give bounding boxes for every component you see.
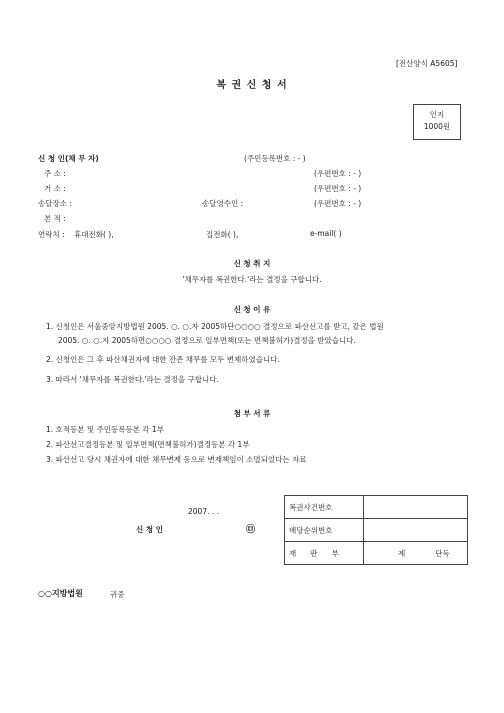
email-field[interactable]: e-mail( ) xyxy=(310,229,342,238)
reasons-heading: 신 청 이 유 xyxy=(233,305,271,314)
attachment-item-3: 3. 파산선고 당시 채권자에 대한 채무변제 등으로 변제책임이 소멸되었다는 자료 xyxy=(46,455,307,464)
date-field[interactable]: 2007. . . xyxy=(188,507,220,516)
division-prefix: 제 xyxy=(398,548,406,558)
reason-item-3: 3. 따라서 '채무자를 복권한다.'라는 결정을 구합니다. xyxy=(46,375,219,384)
trial-division-char-3: 부 xyxy=(331,548,339,558)
delivery-zip-field[interactable]: (우편번호 : - ) xyxy=(314,199,362,208)
division-suffix: 단독 xyxy=(435,548,450,558)
reason-item-1-cont: 2005. ○. ○.자 2005하면○○○○ 결정으로 일부면책(또는 면책불허가)결정을 받았습니다. xyxy=(58,336,356,345)
form-code: [전산양식 A5605] xyxy=(396,59,458,68)
delivery-place-label: 송달장소 : xyxy=(38,199,72,208)
contact-label: 연락처 : xyxy=(38,230,65,239)
purpose-heading: 신 청 취 지 xyxy=(233,259,271,268)
signature-label: 신 청 인 xyxy=(136,525,163,534)
trial-division-cell[interactable] xyxy=(364,542,468,565)
seal-icon: ㉤ xyxy=(246,525,256,535)
trial-division-label xyxy=(285,542,364,565)
reason-item-2: 2. 신청인은 그 후 파산채권자에 대한 잔존 채무를 모두 변제하였습니다. xyxy=(46,355,280,364)
distribution-rank-number-cell[interactable] xyxy=(364,519,468,542)
resident-number-field[interactable]: (주민등록번호 : - ) xyxy=(244,154,306,163)
attachment-item-1: 1. 호적등본 및 주민등록등본 각 1부 xyxy=(46,425,165,434)
applicant-label: 신 청 인(채 무 자) xyxy=(38,154,99,163)
restoration-case-number-label: 복권사건번호 xyxy=(285,496,364,519)
distribution-rank-number-label: 배당순위번호 xyxy=(285,519,364,542)
mobile-phone-field[interactable]: 휴대전화( ), xyxy=(74,230,114,239)
residence-label: 거 소 : xyxy=(44,184,66,193)
address-zip-field[interactable]: (우편번호 : - ) xyxy=(314,169,362,178)
restoration-case-number-cell[interactable] xyxy=(364,496,468,519)
page-title: 복 권 신 청 서 xyxy=(216,80,288,91)
address-label: 주 소 : xyxy=(44,169,66,178)
case-number-table xyxy=(284,495,468,565)
court-name: ○○지방법원 xyxy=(38,589,83,598)
trial-division-char-2: 판 xyxy=(310,548,318,558)
court-suffix: 귀중 xyxy=(110,590,125,599)
stamp-label: 인지 xyxy=(429,110,445,119)
home-phone-field[interactable]: 집전화( ), xyxy=(206,230,239,239)
attachment-item-2: 2. 파산선고결정등본 및 일부면책(면책불허가)결정등본 각 1부 xyxy=(46,440,250,449)
trial-division-char-1: 재 xyxy=(289,548,297,558)
purpose-text: '채무자를 복권한다.'라는 결정을 구합니다. xyxy=(182,275,322,284)
revenue-stamp-box xyxy=(413,104,461,140)
reason-item-1: 1. 신청인은 서울중앙지방법원 2005. ○. ○.자 2005하단○○○○ 결정으로 파산선고를 받고, 같은 법원 xyxy=(46,322,384,331)
attachments-heading: 첨 부 서 류 xyxy=(233,409,271,418)
residence-zip-field[interactable]: (우편번호 : - ) xyxy=(314,184,362,193)
delivery-recipient-field[interactable]: 송달영수인 : xyxy=(202,199,244,208)
stamp-amount: 1000원 xyxy=(423,122,451,131)
domicile-label: 본 적 : xyxy=(44,214,66,223)
